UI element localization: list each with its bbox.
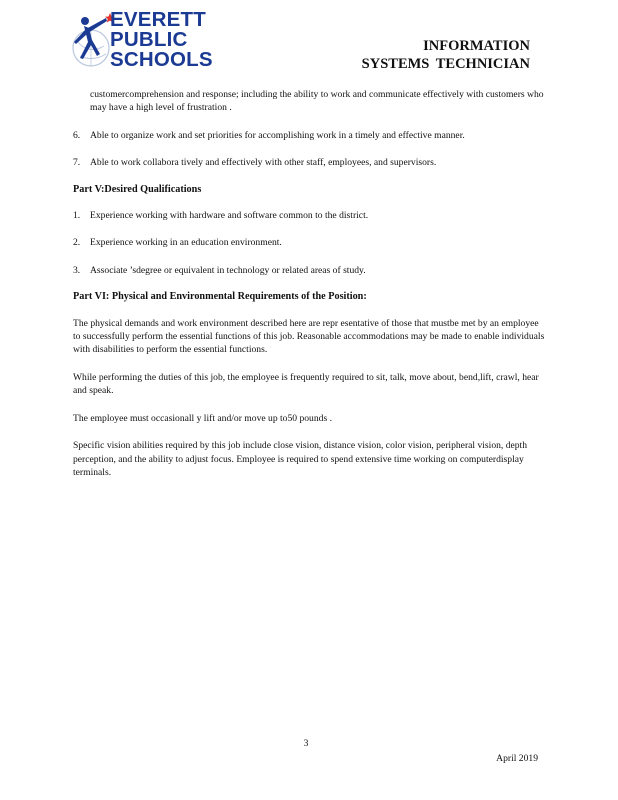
- list-item: [73, 156, 545, 169]
- item-text: Experience working in an education environment.: [90, 237, 282, 249]
- item-number: 2.: [73, 237, 81, 249]
- list-item: [73, 129, 545, 142]
- item-text: Experience working with hardware and software common to the district.: [90, 210, 369, 222]
- item-number: 1.: [73, 210, 81, 222]
- continuation-text: customercomprehension and response; including the ability to work and communicate effectively with customers who may have a high level of frustration .: [90, 89, 544, 114]
- footer-date: April 2019: [496, 753, 538, 764]
- list-item: [73, 236, 545, 249]
- leaping-figure-star-icon: [70, 12, 114, 78]
- paragraph: The employee must occasionall y lift and/or move up to50 pounds .: [73, 412, 332, 424]
- logo-wordmark: [110, 10, 240, 70]
- job-title-line-1: INFORMATION: [423, 38, 530, 54]
- document-body: [73, 88, 545, 479]
- job-title-line-2: SYSTEMS TECHNICIAN: [361, 56, 530, 72]
- list-item: [73, 264, 545, 277]
- paragraph: While performing the duties of this job, the employee is frequently required to sit, talk, move about, bend,lift, crawl, hear and speak.: [73, 371, 539, 397]
- page-number: 3: [303, 738, 309, 749]
- logo-line-1: EVERETT: [110, 8, 206, 31]
- list-item: [73, 209, 545, 222]
- item-number: 6.: [73, 129, 81, 141]
- paragraph: Specific vision abilities required by this job include close vision, distance vision, color vision, peripheral vision, depth perception, and the ability to adjust focus. Employee is required to spend extensive time working on computerdisplay terminals.: [73, 440, 528, 478]
- section-heading: Part V:Desired Qualifications: [73, 183, 202, 195]
- logo-line-3: SCHOOLS: [110, 48, 213, 71]
- job-title: [362, 37, 530, 73]
- item-text: Associate ’sdegree or equivalent in technology or related areas of study.: [90, 264, 366, 276]
- district-logo: [70, 10, 240, 80]
- item-number: 7.: [73, 157, 81, 169]
- item-number: 3.: [73, 264, 81, 276]
- logo-line-2: PUBLIC: [110, 28, 188, 51]
- section-heading: Part VI: Physical and Environmental Requirements of the Position:: [73, 291, 367, 303]
- item-text: Able to organize work and set priorities for accomplishing work in a timely and effective manner.: [90, 129, 465, 141]
- item-text: Able to work collabora tively and effectively with other staff, employees, and supervisors.: [90, 157, 437, 169]
- paragraph: The physical demands and work environment described here are repr esentative of those that mustbe met by an employee to successfully perform the essential functions of this job. Reasonable accommodations may be made to enable individuals with disabilities to perform the essential functions.: [73, 317, 545, 356]
